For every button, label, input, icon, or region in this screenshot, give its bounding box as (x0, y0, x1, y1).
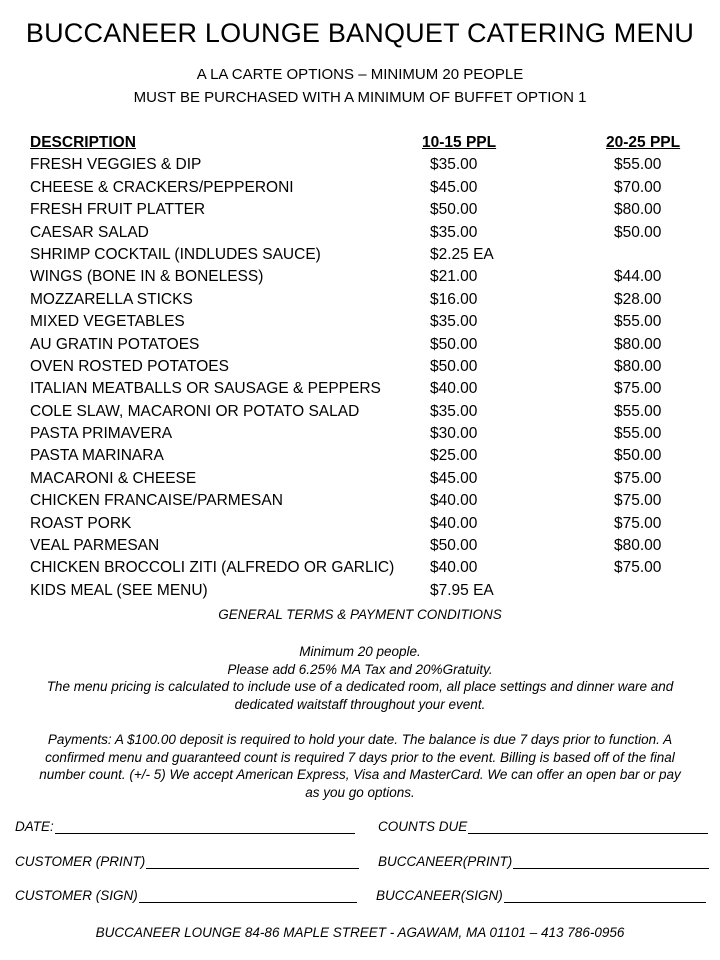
terms-line: Payments: A $100.00 deposit is required to hold your date. The balance is due 7 days prior to function. A (47, 732, 673, 747)
menu-item-price-small: $50.00 (430, 201, 478, 219)
menu-item-price-small: $40.00 (430, 514, 478, 532)
menu-item-row (30, 580, 700, 602)
menu-item-row (30, 334, 700, 356)
menu-item-description: CHICKEN FRANCAISE/PARMESAN (30, 492, 283, 510)
menu-item-description: COLE SLAW, MACARONI OR POTATO SALAD (30, 402, 360, 420)
menu-item-price-small: $40.00 (430, 380, 478, 398)
menu-item-row (30, 266, 700, 288)
menu-item-price-small: $50.00 (430, 537, 478, 555)
counts-due-field[interactable] (378, 819, 708, 834)
menu-item-price-small: $16.00 (430, 290, 478, 308)
menu-item-row (30, 378, 700, 400)
menu-item-row (30, 154, 700, 176)
terms-line: as you go options. (305, 784, 415, 800)
menu-item-price-large: $75.00 (614, 380, 662, 398)
menu-item-description: AU GRATIN POTATOES (30, 335, 200, 353)
terms-line: The menu pricing is calculated to include use of a dedicated room, all place settings and dinner ware and (46, 679, 674, 694)
header-large-group: 20-25 PPL (606, 134, 681, 151)
footer-address: BUCCANEER LOUNGE 84-86 MAPLE STREET - AGAWAM, MA 01101 – 413 786-0956 (95, 925, 625, 940)
menu-item-description: CHEESE & CRACKERS/PEPPERONI (30, 178, 294, 196)
customer-sign-label: CUSTOMER (SIGN) (15, 888, 138, 903)
buccaneer-print-field[interactable] (378, 854, 709, 869)
menu-item-price-large: $50.00 (614, 223, 662, 241)
terms-line: Please add 6.25% MA Tax and 20%Gratuity. (227, 661, 493, 677)
terms-title: GENERAL TERMS & PAYMENT CONDITIONS (218, 607, 502, 622)
menu-item-price-large: $44.00 (614, 268, 662, 286)
date-field[interactable] (15, 819, 355, 834)
menu-item-price-large: $75.00 (614, 469, 662, 487)
menu-item-description: MACARONI & CHEESE (30, 469, 197, 487)
date-line (55, 820, 355, 834)
buccaneer-print-line (513, 855, 709, 869)
terms-block-general (14, 643, 706, 713)
menu-item-description: VEAL PARMESAN (30, 537, 160, 555)
menu-item-row (30, 199, 700, 221)
subtitle-minimum: A LA CARTE OPTIONS – MINIMUM 20 PEOPLE (196, 66, 524, 83)
menu-item-price-large: $70.00 (614, 178, 662, 196)
menu-item-row (30, 423, 700, 445)
menu-item-row (30, 244, 700, 266)
terms-line: number count. (+/- 5) We accept American Express, Visa and MasterCard. We can offer an open bar or pay (39, 767, 681, 782)
menu-item-description: PASTA PRIMAVERA (30, 425, 173, 443)
menu-item-description: CHICKEN BROCCOLI ZITI (ALFREDO OR GARLIC) (30, 559, 395, 577)
customer-print-line (146, 855, 359, 869)
menu-item-description: FRESH VEGGIES & DIP (30, 156, 202, 174)
menu-item-row (30, 535, 700, 557)
menu-item-description: SHRIMP COCKTAIL (INDLUDES SAUCE) (30, 245, 321, 263)
menu-item-price-large: $28.00 (614, 290, 662, 308)
menu-item-description: KIDS MEAL (SEE MENU) (30, 581, 208, 599)
date-label: DATE: (15, 819, 54, 834)
menu-item-price-small: $25.00 (430, 447, 478, 465)
menu-item-row (30, 222, 700, 244)
menu-header-row (30, 132, 700, 154)
menu-item-price-small: $35.00 (430, 402, 478, 420)
menu-item-price-small: $45.00 (430, 469, 478, 487)
counts-due-line (468, 820, 708, 834)
menu-item-price-large: $80.00 (614, 201, 662, 219)
menu-item-price-small: $7.95 EA (430, 581, 494, 599)
customer-sign-line (139, 889, 357, 903)
menu-item-price-small: $35.00 (430, 223, 478, 241)
menu-item-description: WINGS (BONE IN & BONELESS) (30, 268, 264, 286)
menu-item-price-large: $55.00 (614, 313, 662, 331)
terms-block-payments (14, 731, 706, 801)
menu-item-row (30, 445, 700, 467)
menu-item-price-large: $55.00 (614, 402, 662, 420)
menu-table (30, 132, 700, 602)
buccaneer-print-label: BUCCANEER(PRINT) (378, 854, 513, 869)
menu-item-price-large: $80.00 (614, 335, 662, 353)
menu-item-row (30, 311, 700, 333)
buccaneer-sign-field[interactable] (376, 888, 706, 903)
menu-item-price-small: $2.25 EA (430, 245, 494, 263)
menu-item-price-large: $75.00 (614, 514, 662, 532)
menu-item-row (30, 490, 700, 512)
header-small-group: 10-15 PPL (422, 134, 497, 151)
menu-item-description: PASTA MARINARA (30, 447, 164, 465)
menu-item-price-small: $35.00 (430, 313, 478, 331)
menu-item-row (30, 401, 700, 423)
customer-print-field[interactable] (15, 854, 359, 869)
menu-item-price-small: $40.00 (430, 492, 478, 510)
menu-rows (30, 154, 700, 602)
menu-item-price-small: $50.00 (430, 335, 478, 353)
menu-item-description: OVEN ROSTED POTATOES (30, 357, 229, 375)
menu-item-price-large: $55.00 (614, 425, 662, 443)
menu-item-price-small: $50.00 (430, 357, 478, 375)
menu-item-price-small: $21.00 (430, 268, 478, 286)
menu-item-row (30, 468, 700, 490)
menu-item-description: MIXED VEGETABLES (30, 313, 185, 331)
menu-item-price-small: $30.00 (430, 425, 478, 443)
subtitle-buffet: MUST BE PURCHASED WITH A MINIMUM OF BUFFET OPTION 1 (133, 89, 587, 106)
menu-item-description: FRESH FRUIT PLATTER (30, 201, 206, 219)
menu-item-row (30, 356, 700, 378)
terms-line: Minimum 20 people. (299, 644, 421, 659)
menu-item-description: ITALIAN MEATBALLS OR SAUSAGE & PEPPERS (30, 380, 381, 398)
menu-item-row (30, 513, 700, 535)
counts-due-label: COUNTS DUE (378, 819, 468, 834)
menu-item-description: MOZZARELLA STICKS (30, 290, 193, 308)
terms-line: dedicated waitstaff throughout your event. (234, 696, 486, 712)
customer-sign-field[interactable] (15, 888, 357, 903)
buccaneer-sign-line (504, 889, 706, 903)
page-title: BUCCANEER LOUNGE BANQUET CATERING MENU (25, 18, 695, 48)
customer-print-label: CUSTOMER (PRINT) (15, 854, 146, 869)
buccaneer-sign-label: BUCCANEER(SIGN) (376, 888, 503, 903)
menu-item-row (30, 289, 700, 311)
menu-item-price-small: $35.00 (430, 156, 478, 174)
terms-line: confirmed menu and guaranteed count is required 7 days prior to the event. Billing is based off of the final (45, 749, 675, 765)
menu-item-row (30, 177, 700, 199)
menu-item-price-large: $75.00 (614, 559, 662, 577)
menu-item-price-small: $40.00 (430, 559, 478, 577)
menu-item-price-large: $80.00 (614, 537, 662, 555)
menu-item-description: CAESAR SALAD (30, 223, 149, 241)
menu-item-row (30, 557, 700, 579)
menu-item-price-large: $55.00 (614, 156, 662, 174)
menu-item-price-large: $50.00 (614, 447, 662, 465)
menu-item-price-small: $45.00 (430, 178, 478, 196)
menu-item-price-large: $80.00 (614, 357, 662, 375)
menu-item-description: ROAST PORK (30, 514, 132, 532)
menu-item-price-large: $75.00 (614, 492, 662, 510)
header-description: DESCRIPTION (30, 134, 136, 151)
